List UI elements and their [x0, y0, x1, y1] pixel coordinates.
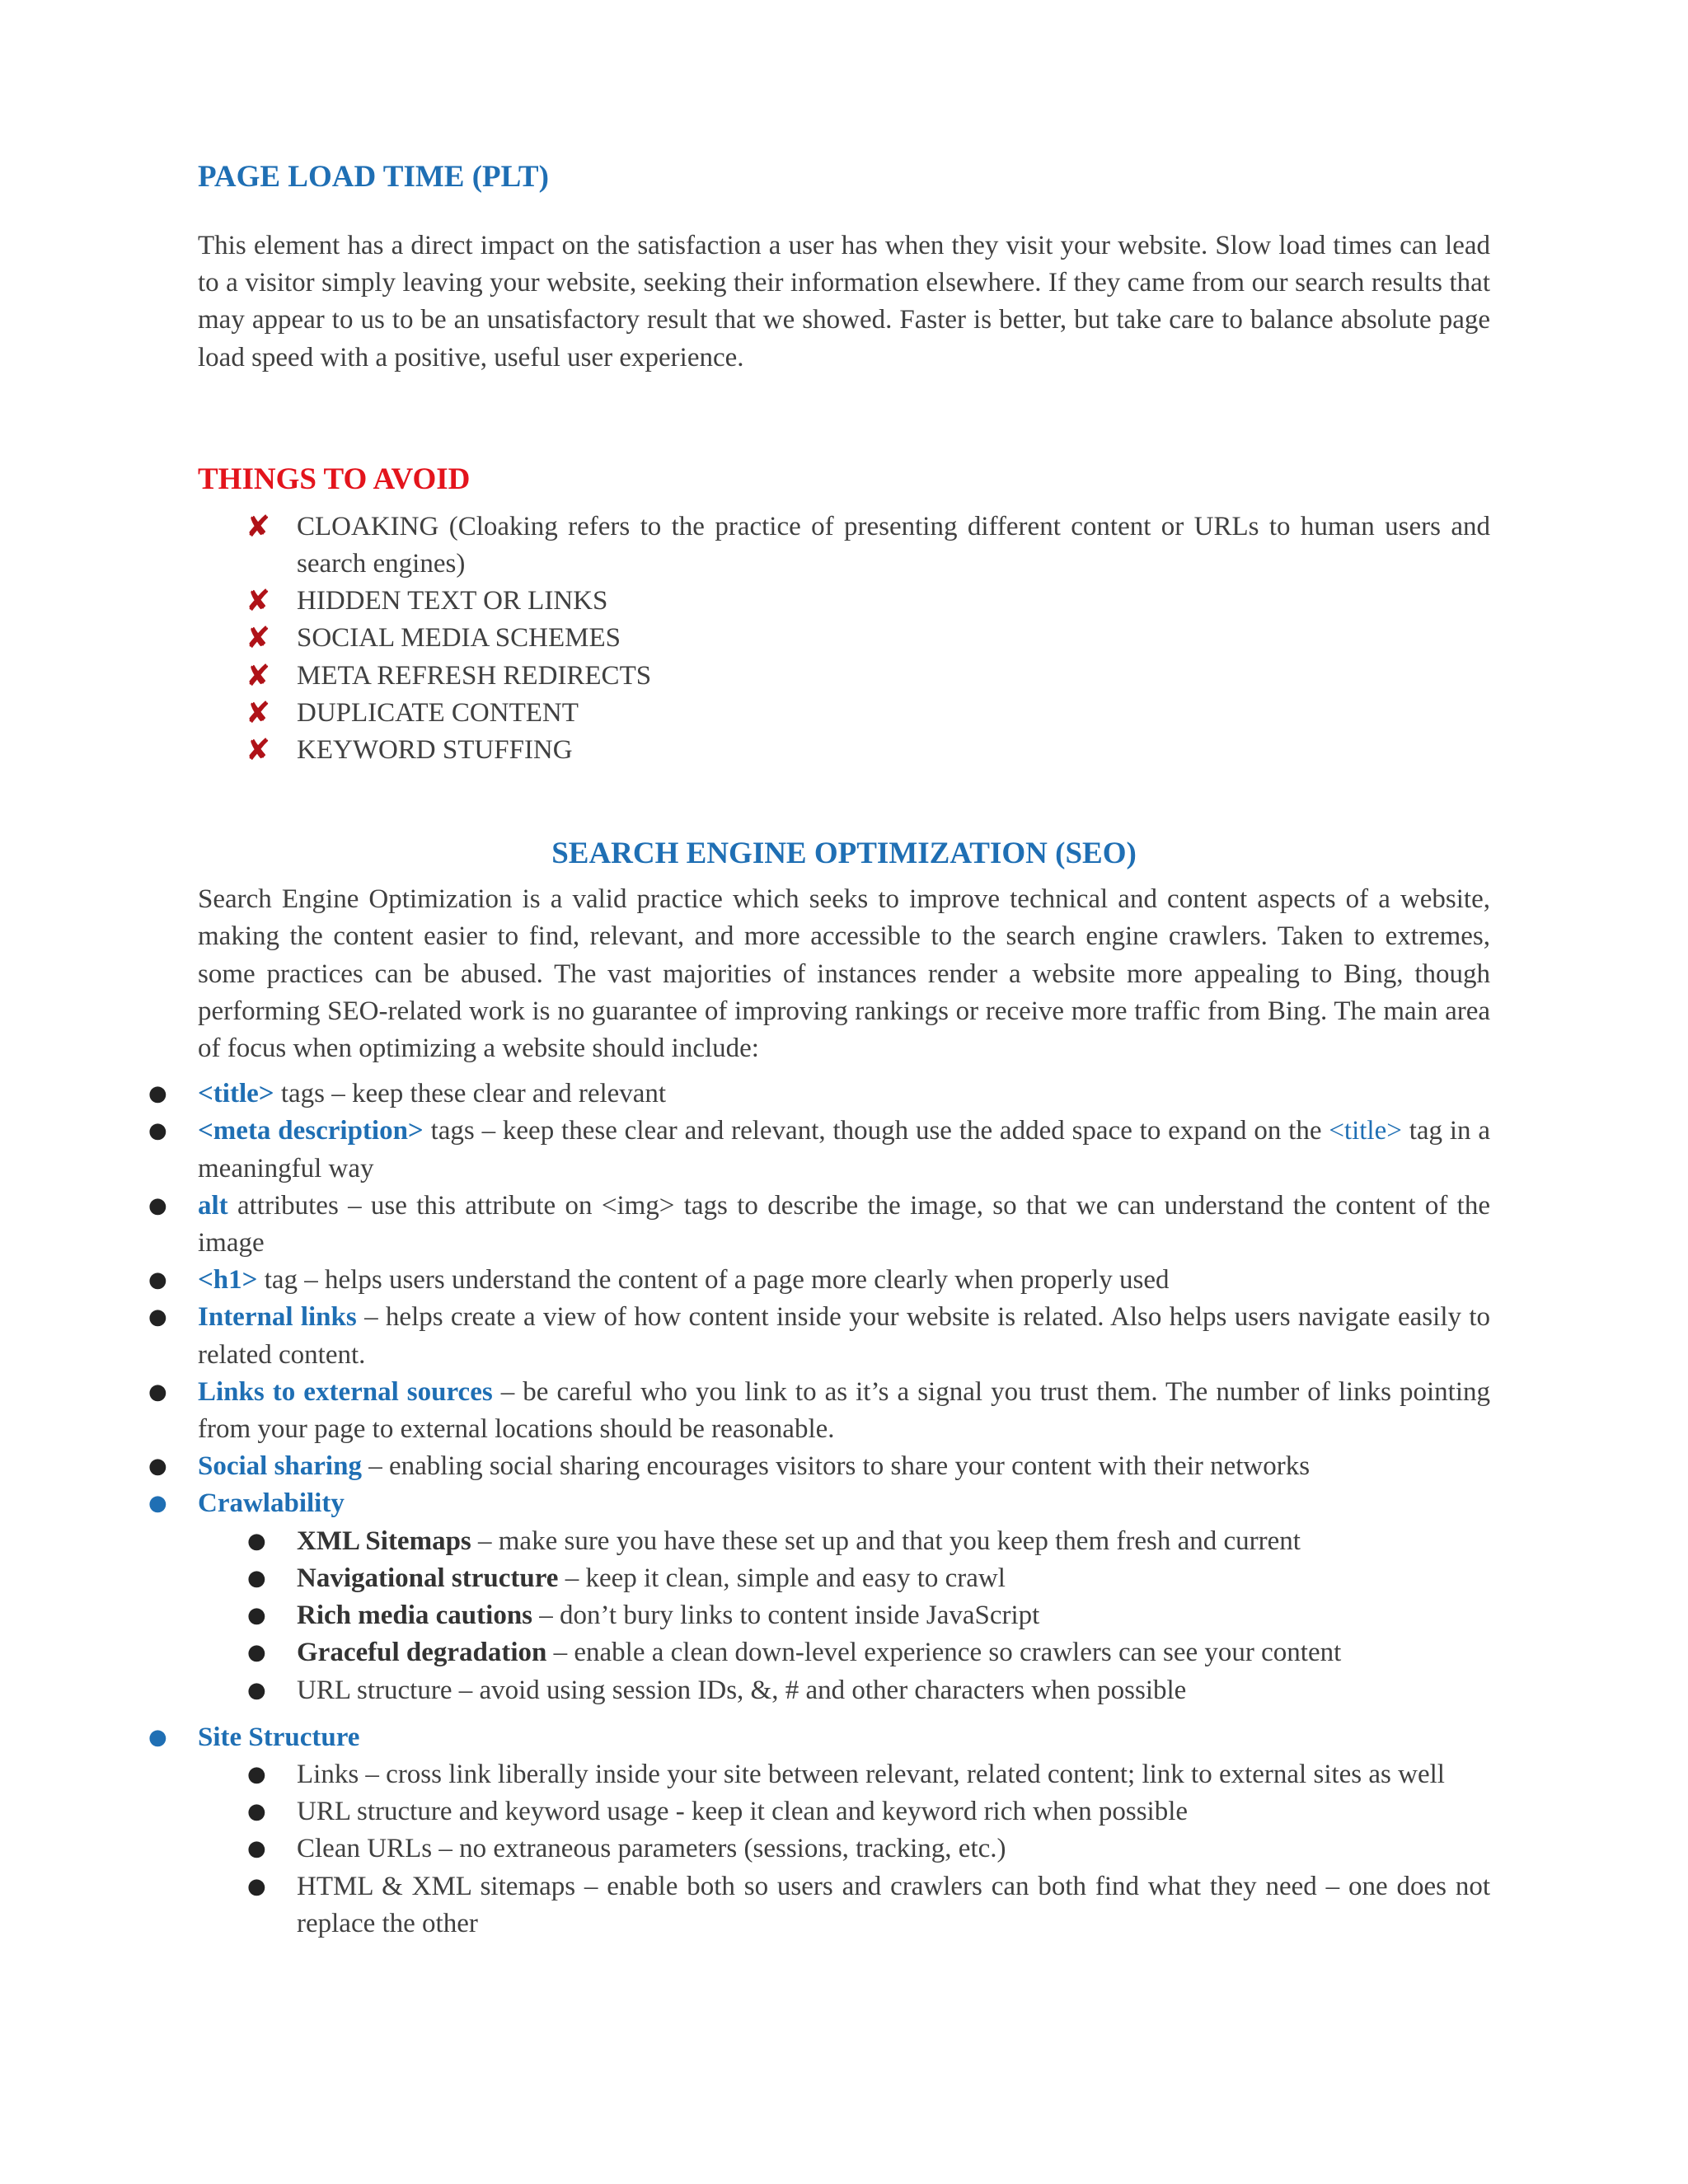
item-inline-keyword: <title>: [1329, 1116, 1402, 1146]
list-item: [247, 1634, 1490, 1671]
bullet-icon: ●: [247, 1761, 266, 1787]
x-mark-icon: ✘: [246, 621, 271, 656]
item-text: – be careful who you link to as it’s a signal you trust them. The number of links pointing from your page to external locations should be reasonable.: [198, 1376, 1490, 1445]
list-item: [246, 658, 1490, 695]
item-keyword: alt: [198, 1190, 228, 1221]
item-text: tags – keep these clear and relevant: [274, 1079, 667, 1109]
subitem-bold: Navigational structure: [297, 1563, 559, 1593]
avoid-item-text: HIDDEN TEXT OR LINKS: [297, 586, 608, 616]
bullet-icon: ●: [148, 1454, 167, 1479]
bullet-icon: ●: [148, 1491, 167, 1516]
list-item: [247, 1523, 1490, 1560]
site-structure-sublist: [198, 1756, 1490, 1943]
x-mark-icon: ✘: [246, 509, 271, 544]
list-item: [246, 583, 1490, 620]
plt-paragraph: This element has a direct impact on the satisfaction a user has when they visit your website. Slow load times can lead to a visitor simply leaving your website, seeking their information elsewhere. If they came from our search results that may appear to us to be an unsatisfactory result that we showed. Faster is better, but take care to balance absolute page load speed with a positive, useful user experience.: [198, 231, 1490, 373]
x-mark-icon: ✘: [246, 696, 271, 730]
avoid-item-text: KEYWORD STUFFING: [297, 735, 573, 766]
list-item: [246, 695, 1490, 732]
bullet-icon: ●: [247, 1836, 266, 1862]
bullet-icon: ●: [247, 1528, 266, 1554]
item-keyword: <title>: [198, 1079, 274, 1109]
list-item: [246, 620, 1490, 657]
bullet-icon: ●: [247, 1873, 266, 1899]
subitem-bold: Rich media cautions: [297, 1601, 533, 1631]
list-item: [247, 1756, 1490, 1793]
avoid-item-text: DUPLICATE CONTENT: [297, 697, 579, 728]
avoid-item-text: META REFRESH REDIRECTS: [297, 660, 652, 691]
list-item: [247, 1868, 1490, 1943]
bullet-icon: ●: [148, 1724, 167, 1750]
avoid-item-text: SOCIAL MEDIA SCHEMES: [297, 623, 621, 654]
plt-heading: PAGE LOAD TIME (PLT): [198, 160, 549, 194]
subitem-bold: Graceful degradation: [297, 1638, 547, 1668]
site-structure-item: [148, 1719, 1490, 1943]
item-keyword: <h1>: [198, 1265, 258, 1296]
subitem-text: – keep it clean, simple and easy to crawl: [558, 1563, 1006, 1593]
list-item: [148, 1113, 1490, 1187]
bullet-icon: ●: [247, 1799, 266, 1825]
list-item: [247, 1672, 1490, 1709]
bullet-icon: ●: [148, 1379, 167, 1404]
item-keyword: Links to external sources: [198, 1376, 493, 1407]
bullet-icon: ●: [247, 1640, 266, 1666]
item-keyword: Social sharing: [198, 1451, 362, 1482]
item-text: tag – helps users understand the content of a page more clearly when properly used: [257, 1265, 1170, 1296]
subitem-text: URL structure – avoid using session IDs, &, # and other characters when possible: [297, 1675, 1187, 1705]
item-keyword: <meta description>: [198, 1116, 424, 1146]
item-text: attributes – use this attribute on <img> tags to describe the image, so that we can understand the content of the image: [198, 1190, 1490, 1258]
item-keyword: Internal links: [198, 1302, 357, 1333]
list-item: [148, 1448, 1490, 1485]
x-mark-icon: ✘: [246, 658, 271, 693]
crawlability-item: [148, 1485, 1490, 1708]
subitem-text: URL structure and keyword usage - keep it clean and keyword rich when possible: [297, 1797, 1189, 1827]
avoid-list: [198, 509, 1490, 769]
crawlability-label: Crawlability: [198, 1488, 345, 1519]
list-item: [148, 1299, 1490, 1373]
list-item: [247, 1830, 1490, 1868]
subitem-bold: XML Sitemaps: [297, 1526, 471, 1556]
list-item: [247, 1793, 1490, 1830]
list-item: [148, 1262, 1490, 1299]
subitem-text: Clean URLs – no extraneous parameters (sessions, tracking, etc.): [297, 1834, 1006, 1864]
document-content: [148, 158, 1490, 1943]
bullet-icon: ●: [247, 1603, 266, 1629]
subitem-text: HTML & XML sitemaps – enable both so users and crawlers can both find what they need – one does not replace the other: [297, 1871, 1490, 1938]
bullet-icon: ●: [148, 1305, 167, 1330]
list-item: [246, 732, 1490, 769]
list-item: [247, 1597, 1490, 1634]
list-item: [148, 1188, 1490, 1262]
subitem-text: – don’t bury links to content inside JavaScript: [532, 1601, 1040, 1631]
avoid-heading: THINGS TO AVOID: [198, 462, 471, 496]
crawlability-sublist: [198, 1523, 1490, 1709]
list-item: [148, 1076, 1490, 1113]
list-item: [246, 509, 1490, 583]
seo-focus-list: [148, 1076, 1490, 1943]
subitem-text: Links – cross link liberally inside your site between relevant, related content; link to external sites as well: [297, 1759, 1445, 1789]
x-mark-icon: ✘: [246, 733, 271, 768]
bullet-icon: ●: [247, 1677, 266, 1703]
site-structure-label: Site Structure: [198, 1722, 360, 1752]
seo-heading: SEARCH ENGINE OPTIMIZATION (SEO): [551, 837, 1137, 871]
item-text: tags – keep these clear and relevant, though use the added space to expand on the: [423, 1116, 1329, 1146]
subitem-text: – make sure you have these set up and that you keep them fresh and current: [471, 1526, 1301, 1556]
item-text-after: tag in a meaningful way: [198, 1116, 1490, 1183]
subitem-text: – enable a clean down-level experience so crawlers can see your content: [546, 1638, 1342, 1668]
bullet-icon: ●: [148, 1118, 167, 1144]
bullet-icon: ●: [148, 1268, 167, 1293]
list-item: [247, 1560, 1490, 1597]
item-text: – helps create a view of how content inside your website is related. Also helps users navigate easily to related content.: [198, 1302, 1490, 1370]
x-mark-icon: ✘: [246, 584, 271, 619]
bullet-icon: ●: [148, 1081, 167, 1107]
avoid-item-text: CLOAKING (Cloaking refers to the practice of presenting different content or URLs to human users and search engines): [297, 511, 1490, 579]
bullet-icon: ●: [247, 1565, 266, 1591]
item-text: – enabling social sharing encourages visitors to share your content with their networks: [361, 1451, 1311, 1482]
bullet-icon: ●: [148, 1193, 167, 1218]
list-item: [148, 1374, 1490, 1448]
seo-paragraph: Search Engine Optimization is a valid practice which seeks to improve technical and content aspects of a website, making the content easier to find, relevant, and more accessible to the search engine crawlers. Taken to extremes, some practices can be abused. The vast majorities of instances render a website more appealing to Bing, though performing SEO-related work is no guarantee of improving rankings or receive more traffic from Bing. The main area of focus when optimizing a website should include:: [198, 884, 1490, 1064]
